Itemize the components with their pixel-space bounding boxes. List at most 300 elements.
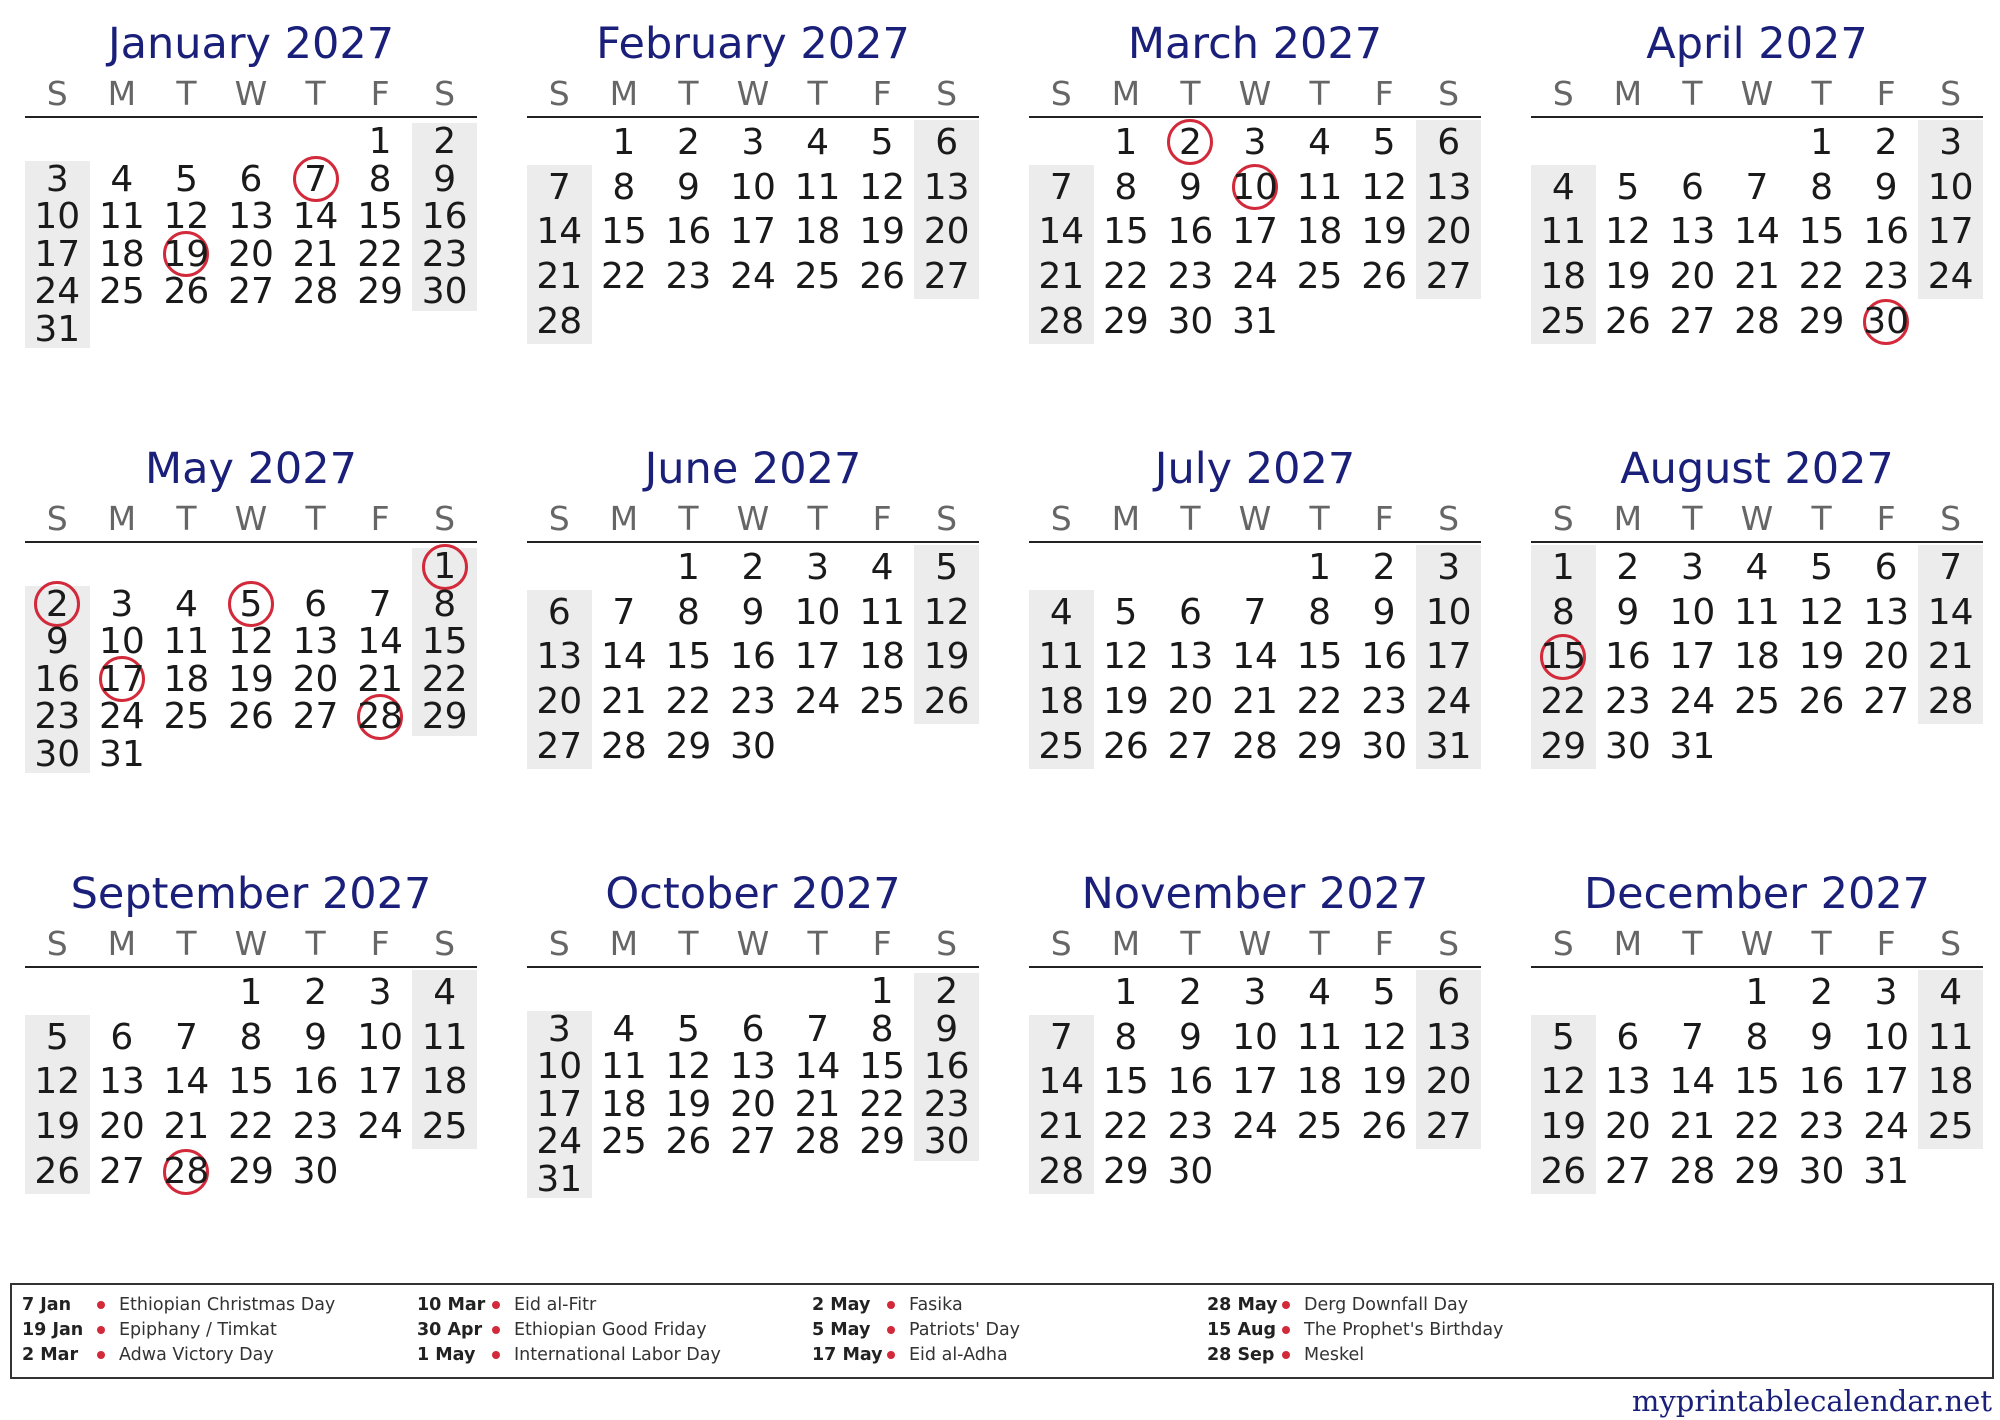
day-cell	[412, 198, 477, 236]
day-number: 10	[1927, 166, 1974, 208]
day-cell	[1660, 1015, 1725, 1060]
weekday-label: F	[872, 499, 892, 538]
day-number: 25	[859, 681, 905, 723]
weekday-label: S	[1552, 924, 1574, 963]
day-cell	[1352, 120, 1417, 165]
day-cell	[1223, 724, 1288, 769]
day-cell	[1918, 254, 1983, 299]
day-number: 29	[1798, 301, 1845, 343]
day-number: 12	[228, 621, 274, 663]
day-number: 13	[536, 636, 583, 678]
day-number: 16	[421, 196, 468, 238]
weekday-label: M	[1613, 74, 1643, 113]
day-cell	[850, 1008, 915, 1050]
bullet-dot-icon	[1282, 1351, 1290, 1359]
day-cell	[1223, 299, 1288, 344]
day-cell	[90, 1060, 155, 1105]
empty-cell	[721, 973, 786, 1011]
day-number: 26	[1798, 681, 1845, 723]
day-cell	[219, 233, 284, 275]
day-number: 7	[612, 591, 636, 633]
day-number: 23	[1361, 681, 1407, 723]
day-cell	[1918, 1060, 1983, 1105]
day-cell	[90, 583, 155, 625]
day-number: 10	[1232, 1016, 1278, 1058]
day-number: 12	[1361, 1016, 1407, 1058]
day-number: 8	[239, 1016, 263, 1058]
day-cell	[90, 658, 155, 700]
day-cell	[527, 210, 592, 255]
day-cell	[1789, 254, 1854, 299]
day-cell	[1416, 1060, 1481, 1105]
day-cell	[90, 233, 155, 275]
day-cell	[1029, 679, 1094, 724]
day-number: 31	[34, 308, 81, 350]
day-number: 21	[1669, 1106, 1716, 1148]
day-number: 10	[357, 1016, 403, 1058]
weekday-label: T	[678, 499, 699, 538]
day-cell	[1789, 120, 1854, 165]
day-number: 1	[1114, 121, 1138, 163]
day-number: 13	[1425, 166, 1472, 208]
day-cell	[1918, 545, 1983, 590]
day-cell	[785, 120, 850, 165]
day-number: 16	[292, 1061, 339, 1103]
day-number: 26	[859, 256, 905, 298]
weekday-label: S	[1940, 499, 1962, 538]
day-cell	[592, 679, 657, 724]
day-cell	[1918, 590, 1983, 635]
day-cell	[1416, 210, 1481, 255]
day-number: 1	[1810, 121, 1833, 163]
day-number: 23	[1604, 681, 1651, 723]
day-cell	[914, 1048, 979, 1086]
day-number: 3	[110, 583, 134, 625]
day-number: 5	[1551, 1016, 1575, 1058]
day-cell	[283, 1015, 348, 1060]
day-cell	[1287, 724, 1352, 769]
day-cell	[1029, 590, 1094, 635]
day-cell	[721, 165, 786, 210]
day-cell	[25, 583, 90, 625]
day-cell	[914, 973, 979, 1011]
day-cell	[1029, 724, 1094, 769]
day-cell	[1094, 210, 1159, 255]
day-grid	[1029, 118, 1481, 344]
day-cell	[283, 1060, 348, 1105]
day-number: 27	[98, 1151, 145, 1193]
day-number: 16	[730, 636, 776, 678]
empty-cell	[1352, 299, 1417, 344]
day-cell	[1854, 1015, 1919, 1060]
holiday-date: 17 May	[812, 1344, 883, 1365]
month-title: July 2027	[1154, 444, 1356, 494]
day-number: 25	[1927, 1106, 1974, 1148]
weekday-label: S	[936, 924, 958, 963]
holiday-entry	[812, 1342, 1207, 1367]
day-cell	[592, 590, 657, 635]
day-number: 29	[665, 726, 712, 768]
day-cell	[90, 733, 155, 775]
empty-cell	[1287, 299, 1352, 344]
day-number: 6	[935, 121, 959, 163]
day-number: 17	[730, 211, 776, 253]
day-cell	[1660, 1149, 1725, 1194]
day-cell	[1918, 1015, 1983, 1060]
day-cell	[90, 198, 155, 236]
weekday-label: T	[1682, 74, 1703, 113]
day-cell	[1789, 635, 1854, 680]
day-number: 16	[1167, 211, 1214, 253]
weekday-label: T	[1811, 499, 1832, 538]
day-cell	[1158, 590, 1223, 635]
empty-cell	[1789, 724, 1854, 769]
weekday-label: W	[1740, 499, 1774, 538]
day-cell	[412, 623, 477, 661]
day-cell	[25, 1104, 90, 1149]
day-cell	[1094, 970, 1159, 1015]
day-cell	[1918, 120, 1983, 165]
day-cell	[154, 1104, 219, 1149]
day-grid	[1531, 543, 1983, 769]
day-number: 23	[923, 1083, 970, 1125]
day-number: 27	[292, 696, 339, 738]
bullet-dot-icon	[97, 1326, 105, 1334]
day-number: 9	[304, 1016, 327, 1058]
empty-cell	[25, 548, 90, 586]
day-number: 26	[1361, 256, 1407, 298]
weekday-label: M	[609, 499, 639, 538]
empty-cell	[219, 123, 284, 161]
empty-cell	[283, 548, 348, 586]
day-number: 27	[730, 1121, 776, 1163]
day-number: 5	[45, 1016, 69, 1058]
day-cell	[850, 679, 915, 724]
empty-cell	[592, 1161, 657, 1199]
day-cell	[25, 1060, 90, 1105]
day-number: 24	[357, 1106, 403, 1148]
day-cell	[1029, 1149, 1094, 1194]
day-number: 20	[923, 211, 970, 253]
day-number: 11	[1296, 1016, 1343, 1058]
day-number: 11	[98, 196, 145, 238]
day-number: 19	[34, 1106, 81, 1148]
weekday-header	[25, 72, 477, 118]
day-number: 2	[676, 121, 700, 163]
day-number: 27	[1669, 301, 1716, 343]
day-number: 19	[1361, 1061, 1407, 1103]
day-number: 8	[1114, 166, 1138, 208]
weekday-label: T	[305, 499, 326, 538]
day-number: 3	[1874, 971, 1898, 1013]
day-cell	[90, 1104, 155, 1149]
day-cell	[1287, 254, 1352, 299]
day-cell	[1725, 210, 1790, 255]
day-number: 20	[1425, 1061, 1472, 1103]
day-number: 31	[1232, 301, 1278, 343]
day-grid	[25, 118, 477, 348]
day-number: 9	[433, 158, 457, 200]
day-number: 9	[1810, 1016, 1833, 1058]
holiday-entry	[417, 1317, 812, 1342]
day-cell	[1223, 165, 1288, 210]
day-cell	[154, 623, 219, 661]
day-number: 10	[730, 166, 776, 208]
month-block	[1531, 18, 1983, 443]
day-number: 23	[730, 681, 776, 723]
day-number: 7	[1049, 1016, 1073, 1058]
day-cell	[1660, 590, 1725, 635]
day-cell	[592, 120, 657, 165]
weekday-label: S	[936, 74, 958, 113]
day-number: 26	[34, 1151, 81, 1193]
day-cell	[219, 198, 284, 236]
bullet-dot-icon	[887, 1326, 895, 1334]
day-cell	[1416, 635, 1481, 680]
day-cell	[25, 733, 90, 775]
day-cell	[1725, 970, 1790, 1015]
day-number: 9	[1178, 166, 1202, 208]
month-block	[1029, 18, 1481, 443]
weekday-label: W	[736, 924, 770, 963]
weekday-label: S	[548, 924, 570, 963]
weekday-label: S	[1940, 74, 1962, 113]
day-number: 7	[806, 1008, 829, 1050]
empty-cell	[656, 973, 721, 1011]
day-cell	[348, 970, 413, 1015]
empty-cell	[154, 736, 219, 774]
holiday-date: 7 Jan	[22, 1294, 72, 1315]
day-number: 23	[1167, 256, 1214, 298]
day-number: 17	[34, 233, 81, 275]
day-number: 11	[1296, 166, 1343, 208]
day-number: 20	[1604, 1106, 1651, 1148]
day-number: 7	[1745, 166, 1769, 208]
day-cell	[1094, 1104, 1159, 1149]
bullet-dot-icon	[492, 1301, 500, 1309]
day-number: 20	[730, 1083, 776, 1125]
day-number: 6	[1178, 591, 1202, 633]
day-cell	[1352, 1015, 1417, 1060]
day-cell	[1287, 120, 1352, 165]
empty-cell	[283, 311, 348, 349]
day-number: 25	[98, 271, 145, 313]
day-cell	[721, 724, 786, 769]
day-number: 22	[1102, 256, 1149, 298]
day-number: 12	[1798, 591, 1845, 633]
day-cell	[592, 1123, 657, 1161]
day-number: 7	[1243, 591, 1267, 633]
month-block	[527, 18, 979, 443]
day-number: 13	[1604, 1061, 1651, 1103]
day-number: 9	[1616, 591, 1640, 633]
holiday-entry	[1207, 1317, 1602, 1342]
weekday-label: S	[936, 499, 958, 538]
day-number: 27	[1604, 1151, 1651, 1193]
weekday-label: W	[234, 924, 268, 963]
day-number: 11	[1734, 591, 1780, 633]
day-number: 1	[1308, 546, 1331, 588]
weekday-header	[1029, 72, 1481, 118]
bullet-dot-icon	[887, 1301, 895, 1309]
day-cell	[1352, 545, 1417, 590]
day-cell	[527, 679, 592, 724]
weekday-label: T	[1309, 499, 1330, 538]
day-number: 20	[1167, 681, 1214, 723]
weekday-label: T	[807, 924, 828, 963]
day-number: 1	[612, 121, 636, 163]
holiday-name: Eid al-Fitr	[514, 1294, 597, 1315]
day-cell	[1094, 299, 1159, 344]
day-number: 11	[163, 621, 210, 663]
weekday-label: T	[305, 924, 326, 963]
day-number: 7	[1049, 166, 1073, 208]
day-cell	[1416, 1015, 1481, 1060]
empty-cell	[592, 545, 657, 590]
day-cell	[1725, 1060, 1790, 1105]
day-number: 25	[1296, 256, 1343, 298]
day-cell	[1660, 1060, 1725, 1105]
day-number: 2	[1874, 121, 1898, 163]
day-number: 1	[239, 971, 263, 1013]
day-number: 31	[98, 733, 145, 775]
day-cell	[219, 623, 284, 661]
day-cell	[219, 1060, 284, 1105]
weekday-label: W	[234, 499, 268, 538]
day-cell	[1854, 679, 1919, 724]
day-number: 8	[368, 158, 392, 200]
day-number: 6	[110, 1016, 134, 1058]
day-number: 14	[794, 1046, 841, 1088]
day-cell	[592, 1008, 657, 1050]
day-cell	[1094, 1015, 1159, 1060]
weekday-label: T	[1180, 74, 1201, 113]
day-number: 16	[665, 211, 712, 253]
day-number: 3	[741, 121, 765, 163]
empty-cell	[785, 1161, 850, 1199]
day-cell	[1416, 724, 1481, 769]
day-cell	[1416, 254, 1481, 299]
day-cell	[1094, 165, 1159, 210]
weekday-header	[25, 497, 477, 543]
day-number: 26	[1361, 1106, 1407, 1148]
day-cell	[348, 1060, 413, 1105]
day-number: 22	[665, 681, 712, 723]
weekday-label: S	[548, 499, 570, 538]
weekday-label: W	[1238, 74, 1272, 113]
day-number: 20	[1863, 636, 1909, 678]
day-number: 14	[1038, 211, 1085, 253]
day-cell	[914, 679, 979, 724]
day-number: 27	[1425, 256, 1472, 298]
empty-cell	[283, 123, 348, 161]
weekday-label: F	[872, 74, 892, 113]
day-cell	[1918, 1104, 1983, 1149]
day-cell	[656, 1083, 721, 1125]
month-block	[1531, 443, 1983, 868]
day-cell	[1789, 1015, 1854, 1060]
day-number: 7	[1680, 1016, 1704, 1058]
day-number: 30	[1167, 301, 1214, 343]
day-cell	[412, 658, 477, 700]
day-cell	[412, 583, 477, 625]
empty-cell	[914, 724, 979, 769]
holiday-entry	[1207, 1292, 1602, 1317]
day-cell	[850, 1048, 915, 1086]
day-number: 28	[536, 301, 583, 343]
day-cell	[283, 273, 348, 311]
day-cell	[1789, 1104, 1854, 1149]
day-number: 3	[1939, 121, 1963, 163]
day-cell	[1660, 679, 1725, 724]
day-cell	[1223, 210, 1288, 255]
day-cell	[1223, 679, 1288, 724]
day-number: 29	[1102, 301, 1149, 343]
day-cell	[90, 158, 155, 200]
day-number: 3	[1437, 546, 1461, 588]
day-cell	[785, 1008, 850, 1050]
weekday-label: S	[1940, 924, 1962, 963]
day-number: 26	[228, 696, 274, 738]
weekday-label: T	[678, 74, 699, 113]
day-cell	[1854, 1060, 1919, 1105]
day-cell	[592, 724, 657, 769]
day-cell	[785, 590, 850, 635]
day-number: 27	[1425, 1106, 1472, 1148]
day-number: 5	[174, 158, 198, 200]
day-number: 15	[665, 636, 712, 678]
day-number: 8	[1308, 591, 1331, 633]
weekday-label: S	[1552, 499, 1574, 538]
day-number: 25	[1296, 1106, 1343, 1148]
weekday-label: T	[1811, 924, 1832, 963]
day-number: 12	[665, 1046, 712, 1088]
day-number: 28	[1232, 726, 1278, 768]
day-cell	[154, 1149, 219, 1194]
day-cell	[1531, 254, 1596, 299]
day-number: 30	[421, 271, 468, 313]
day-number: 21	[1038, 256, 1085, 298]
day-number: 2	[45, 583, 69, 625]
weekday-label: S	[1552, 74, 1574, 113]
day-cell	[1029, 1060, 1094, 1105]
day-cell	[1158, 120, 1223, 165]
weekday-header	[1531, 922, 1983, 968]
empty-cell	[348, 1149, 413, 1194]
day-number: 15	[1102, 211, 1149, 253]
day-cell	[850, 165, 915, 210]
day-cell	[1660, 210, 1725, 255]
day-cell	[656, 1123, 721, 1161]
holiday-column	[417, 1292, 812, 1377]
day-number: 16	[1798, 1061, 1845, 1103]
day-number: 16	[923, 1046, 970, 1088]
day-cell	[1352, 724, 1417, 769]
day-number: 22	[1296, 681, 1343, 723]
weekday-label: W	[1740, 74, 1774, 113]
day-number: 10	[34, 196, 81, 238]
empty-cell	[1158, 545, 1223, 590]
day-cell	[25, 658, 90, 700]
day-number: 15	[357, 196, 403, 238]
day-cell	[1287, 165, 1352, 210]
day-number: 17	[1863, 1061, 1909, 1103]
weekday-label: M	[1613, 499, 1643, 538]
day-cell	[1158, 970, 1223, 1015]
weekday-label: M	[1111, 924, 1141, 963]
day-number: 2	[1178, 121, 1202, 163]
weekday-label: F	[1876, 499, 1896, 538]
